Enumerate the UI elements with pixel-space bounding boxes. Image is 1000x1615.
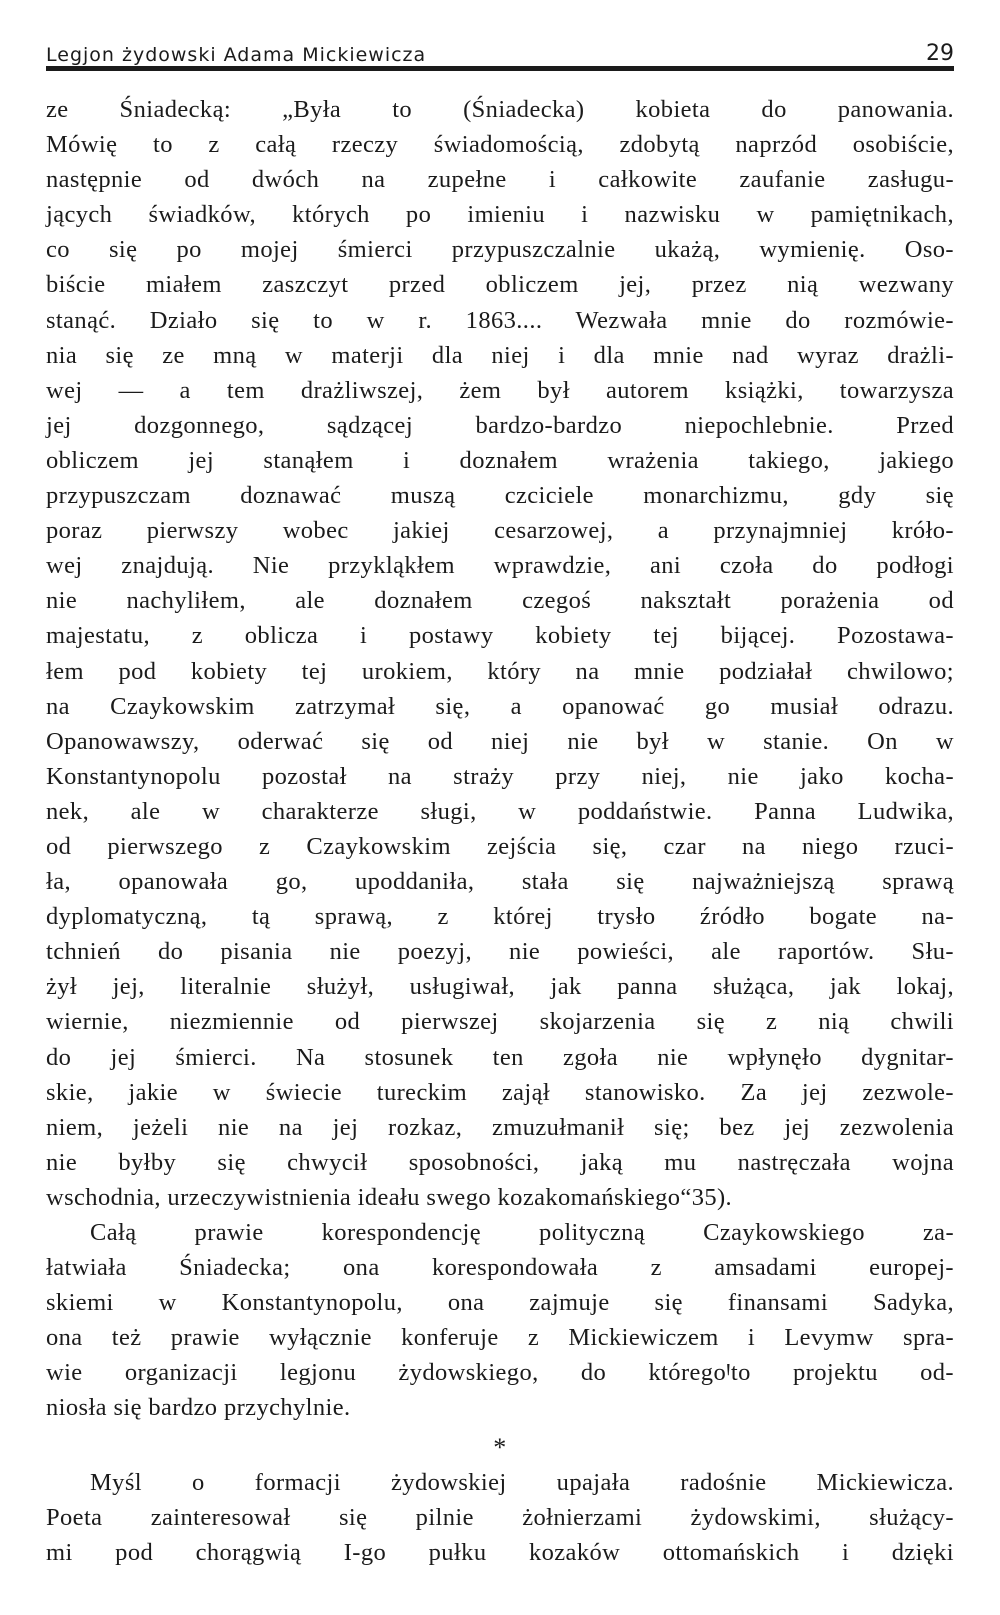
text-line: niem, jeżeli nie na jej rozkaz, zmuzułmanił się; bez jej zezwolenia (46, 1113, 954, 1141)
text-line: poraz pierwszy wobec jakiej cesarzowej, a przynajmniej króło- (46, 517, 954, 545)
text-line: wej znajdują. Nie przykląkłem wprawdzie, ani czoła do podłogi (46, 552, 954, 580)
text-line: co się po mojej śmierci przypuszczalnie ukażą, wymienię. Oso- (46, 236, 954, 264)
page-number: 29 (926, 41, 954, 66)
text-line: ona też prawie wyłącznie konferuje z Mickiewiczem i Levymw spra- (46, 1324, 954, 1352)
text-line: przypuszczam doznawać muszą czciciele monarchizmu, gdy się (46, 482, 954, 510)
text-line: ze Śniadecką: „Była to (Śniadecka) kobieta do panowania. (46, 96, 954, 123)
page-header (46, 30, 954, 66)
text-line: niosła się bardzo przychylnie. (46, 1394, 351, 1422)
text-line: Mówię to z całą rzeczy świadomością, zdobytą naprzód osobiście, (46, 131, 954, 159)
text-line: wschodnia, urzeczywistnienia ideału swego kozakomańskiego“35). (46, 1183, 733, 1211)
text-line: jej dozgonnego, sądzącej bardzo-bardzo niepochlebnie. Przed (46, 411, 954, 439)
text-line: na Czaykowskim zatrzymał się, a opanować go musiał odrazu. (46, 692, 954, 720)
text-line: majestatu, z oblicza i postawy kobiety tej bijącej. Pozostawa- (46, 622, 954, 650)
text-line: wej — a tem drażliwszej, żem był autorem książki, towarzysza (46, 376, 954, 404)
paragraph-2 (46, 1215, 954, 1426)
text-line: Poeta zainteresował się pilnie żołnierzami żydowskimi, służący- (46, 1503, 954, 1531)
text-line: do jej śmierci. Na stosunek ten zgoła nie wpłynęło dygnitar- (46, 1043, 954, 1071)
text-line: nie nachyliłem, ale doznałem czegoś nakształt porażenia od (46, 587, 954, 615)
paragraph-3 (46, 1465, 954, 1570)
text-line: następnie od dwóch na zupełne i całkowite zaufanie zasługu- (46, 166, 954, 194)
text-line: Myśl o formacji żydowskiej upajała radośnie Mickiewicza. (90, 1468, 954, 1496)
paragraph-1 (46, 92, 954, 1215)
text-line: skiemi w Konstantynopolu, ona zajmuje się finansami Sadyka, (46, 1289, 954, 1317)
text-line: biście miałem zaszczyt przed obliczem jej, przez nią wezwany (46, 271, 954, 299)
text-line: wie organizacji legjonu żydowskiego, do któregoꞋto projektu od- (46, 1359, 954, 1387)
header-rule (46, 66, 954, 71)
text-line: dyplomatyczną, tą sprawą, z której trysło źródło bogate na- (46, 903, 954, 931)
running-title: Legjon żydowski Adama Mickiewicza (46, 44, 427, 66)
text-line: mi pod chorągwią I-go pułku kozaków ottomańskich i dzięki (46, 1538, 954, 1566)
text-line: od pierwszego z Czaykowskim zejścia się, czar na niego rzuci- (46, 832, 954, 860)
page-body (46, 92, 954, 1570)
text-line: łem pod kobiety tej urokiem, który na mnie podziałał chwilowo; (46, 657, 954, 685)
text-line: Konstantynopolu pozostał na straży przy niej, nie jako kocha- (46, 762, 954, 790)
text-line: nia się ze mną w materji dla niej i dla mnie nad wyraz drażli- (46, 341, 954, 369)
text-line: Całą prawie korespondencję polityczną Czaykowskiego za- (90, 1219, 954, 1246)
section-separator: * (493, 1432, 507, 1462)
text-line: wiernie, niezmiennie od pierwszej skojarzenia się z nią chwili (46, 1008, 954, 1036)
text-line: jących świadków, których po imieniu i nazwisku w pamiętnikach, (46, 201, 954, 229)
text-line: żył jej, literalnie służył, usługiwał, jak panna służąca, jak lokaj, (46, 973, 954, 1001)
text-line: tchnień do pisania nie poezyj, nie powieści, ale raportów. Słu- (46, 938, 954, 966)
text-line: Opanowawszy, oderwać się od niej nie był w stanie. On w (46, 727, 954, 755)
text-line: łatwiała Śniadecka; ona korespondowała z amsadami europej- (46, 1254, 954, 1282)
text-line: ła, opanowała go, upoddaniła, stała się najważniejszą sprawą (46, 868, 954, 896)
text-line: skie, jakie w świecie tureckim zajął stanowisko. Za jej zezwole- (46, 1078, 954, 1106)
text-line: nek, ale w charakterze sługi, w poddaństwie. Panna Ludwika, (46, 797, 954, 825)
text-line: stanąć. Działo się to w r. 1863.... Wezwała mnie do rozmówie- (46, 306, 954, 334)
text-line: nie byłby się chwycił sposobności, jaką mu nastręczała wojna (46, 1148, 954, 1176)
text-line: obliczem jej stanąłem i doznałem wrażenia takiego, jakiego (46, 446, 954, 474)
